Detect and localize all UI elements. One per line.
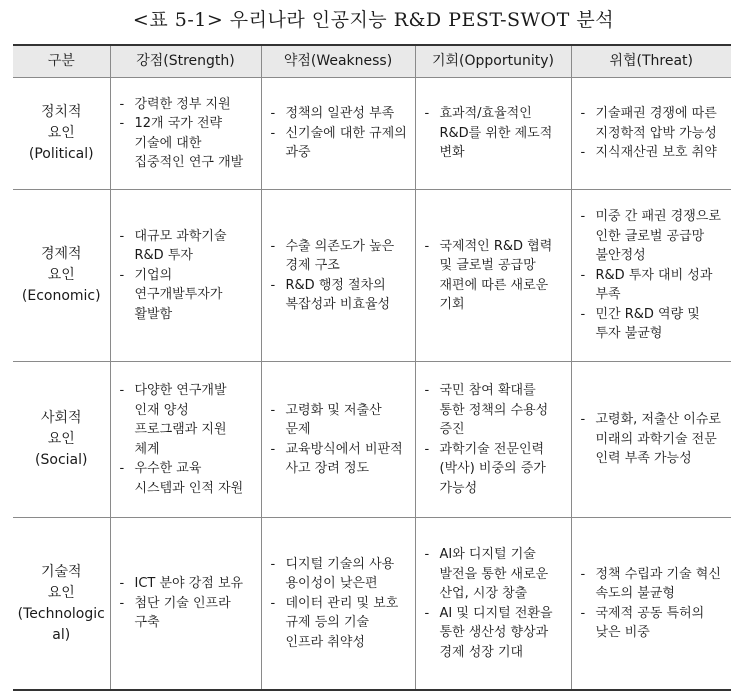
list-item: - 고령화, 저출산 이슈로 미래의 과학기술 전문 인력 부족 가능성 [581,410,726,469]
item-text: 12개 국가 전략 기술에 대한 집중적인 연구 개발 [134,116,244,170]
header-opportunity: 기회(Opportunity) [415,45,571,78]
table-title: <표 5-1> 우리나라 인공지능 R&D PEST-SWOT 분석 [132,9,615,31]
strength-cell [110,362,261,518]
opportunity-cell [415,78,571,190]
item-text: AI 및 디지털 전환을 통한 생산성 향상과 경제 성장 기대 [439,605,553,660]
list-item: - 국민 참여 확대를 통한 정책의 수용성 증진 [425,381,565,440]
item-text: 수출 의존도가 높은 경제 구조 [285,238,395,273]
weakness-cell [261,78,415,190]
item-text: 기술패권 경쟁에 따른 지정학적 압박 가능성 [595,106,717,141]
list-item: - 다양한 연구개발 인재 양성 프로그램과 지원 체계 [120,381,255,459]
list-item: - 정책의 일관성 부족 [271,104,409,124]
factor-word: 요인 [47,125,75,141]
factor-name: 사회적 [40,410,82,426]
table-row-technological [13,518,731,691]
table-row-social [13,362,731,518]
item-text: 고령화, 저출산 이슈로 미래의 과학기술 전문 인력 부족 가능성 [595,412,721,467]
item-text: 미중 간 패권 경쟁으로 인한 글로벌 공급망 불안정성 [595,209,721,264]
factor-cell [13,190,110,362]
strength-cell [110,518,261,691]
threat-cell [571,362,731,518]
item-text: 국제적인 R&D 협력 및 글로벌 공급망 재편에 따른 새로운 기회 [439,238,553,312]
factor-english: (Political) [28,146,94,162]
list-item: - 과학기술 전문인력(박사) 비중의 증가 가능성 [425,440,565,499]
item-text: ICT 분야 강점 보유 [134,576,244,592]
threat-cell [571,518,731,691]
item-text: 디지털 기술의 사용 용이성이 낮은편 [285,556,395,592]
list-item: - 지식재산권 보호 취약 [581,143,726,163]
factor-english: (Economic) [21,288,101,304]
item-text: R&D 투자 대비 성과 부족 [595,267,713,303]
factor-name: 경제적 [40,246,82,262]
list-item: - R&D 행정 절차의 복잡성과 비효율성 [271,276,409,315]
list-item: - ICT 분야 강점 보유 [120,574,255,594]
list-item: - 민간 R&D 역량 및 투자 불균형 [581,305,726,344]
item-text: 고령화 및 저출산 문제 [285,402,382,437]
item-text: 첨단 기술 인프라 구축 [134,595,231,631]
item-text: 과학기술 전문인력(박사) 비중의 증가 가능성 [439,441,546,496]
item-text: 정책 수립과 기술 혁신 속도의 불균형 [595,566,721,601]
factor-word: 요인 [47,267,75,283]
list-item: - 기업의 연구개발투자가 활발함 [120,266,255,325]
item-text: 민간 R&D 역량 및 투자 불균형 [595,306,700,342]
item-text: 데이터 관리 및 보호 규제 등의 기술 인프라 취약성 [285,595,399,650]
list-item: - AI와 디지털 기술 발전을 통한 새로운 산업, 시장 창출 [425,545,565,604]
header-row [13,45,731,78]
factor-cell [13,362,110,518]
factor-cell [13,78,110,190]
list-item: - 기술패권 경쟁에 따른 지정학적 압박 가능성 [581,104,726,143]
header-threat: 위협(Threat) [571,45,731,78]
weakness-cell [261,362,415,518]
threat-cell [571,78,731,190]
list-item: - 12개 국가 전략 기술에 대한 집중적인 연구 개발 [120,114,255,173]
item-text: 우수한 교육 시스템과 인적 자원 [134,461,244,496]
factor-word: 요인 [47,431,75,447]
table-row-political [13,78,731,190]
item-text: AI와 디지털 기술 발전을 통한 새로운 산업, 시장 창출 [439,547,549,601]
item-text: 지식재산권 보호 취약 [595,145,717,161]
header-strength: 강점(Strength) [110,45,261,78]
strength-cell [110,190,261,362]
table-row-economic [13,190,731,362]
header-weakness: 약점(Weakness) [261,45,415,78]
list-item: - 교육방식에서 비판적 사고 장려 정도 [271,440,409,479]
list-item: - 디지털 기술의 사용 용이성이 낮은편 [271,555,409,594]
opportunity-cell [415,362,571,518]
list-item: - 미중 간 패권 경쟁으로 인한 글로벌 공급망 불안정성 [581,207,726,266]
list-item: - AI 및 디지털 전환을 통한 생산성 향상과 경제 성장 기대 [425,604,565,663]
item-text: 신기술에 대한 규제의 과중 [285,125,407,161]
list-item: - 고령화 및 저출산 문제 [271,401,409,440]
pest-swot-table [13,44,731,691]
list-item: - 신기술에 대한 규제의 과중 [271,124,409,163]
list-item: - 데이터 관리 및 보호 규제 등의 기술 인프라 취약성 [271,594,409,653]
list-item: - 대규모 과학기술 R&D 투자 [120,227,255,266]
factor-word: 요인 [47,584,75,601]
factor-english: (Social) [35,452,88,468]
item-text: 효과적/효율적인 R&D를 위한 제도적 변화 [439,106,553,161]
strength-cell [110,78,261,190]
threat-cell [571,190,731,362]
factor-english: (Technological) [17,605,105,643]
list-item: - 강력한 정부 지원 [120,95,255,115]
list-item: - 국제적 공동 특허의 낮은 비중 [581,604,726,643]
list-item: - 첨단 기술 인프라 구축 [120,594,255,633]
header-category: 구분 [13,45,110,78]
item-text: 국제적 공동 특허의 낮은 비중 [595,605,705,640]
factor-name: 정치적 [40,104,82,120]
item-text: R&D 행정 절차의 복잡성과 비효율성 [285,277,391,312]
item-text: 강력한 정부 지원 [134,96,231,112]
item-text: 교육방식에서 비판적 사고 장려 정도 [285,441,403,476]
list-item: - 수출 의존도가 높은 경제 구조 [271,237,409,276]
opportunity-cell [415,518,571,691]
weakness-cell [261,190,415,362]
factor-name: 기술적 [40,563,82,580]
opportunity-cell [415,190,571,362]
item-text: 대규모 과학기술 R&D 투자 [134,228,227,264]
list-item: - 효과적/효율적인 R&D를 위한 제도적 변화 [425,104,565,163]
factor-cell [13,518,110,691]
list-item: - 우수한 교육 시스템과 인적 자원 [120,459,255,498]
item-text: 기업의 연구개발투자가 활발함 [134,267,223,322]
item-text: 국민 참여 확대를 통한 정책의 수용성 증진 [439,383,549,437]
item-text: 정책의 일관성 부족 [285,106,395,122]
list-item: - 국제적인 R&D 협력 및 글로벌 공급망 재편에 따른 새로운 기회 [425,237,565,315]
item-text: 다양한 연구개발 인재 양성 프로그램과 지원 체계 [134,383,227,457]
list-item: - R&D 투자 대비 성과 부족 [581,266,726,305]
weakness-cell [261,518,415,691]
list-item: - 정책 수립과 기술 혁신 속도의 불균형 [581,565,726,604]
